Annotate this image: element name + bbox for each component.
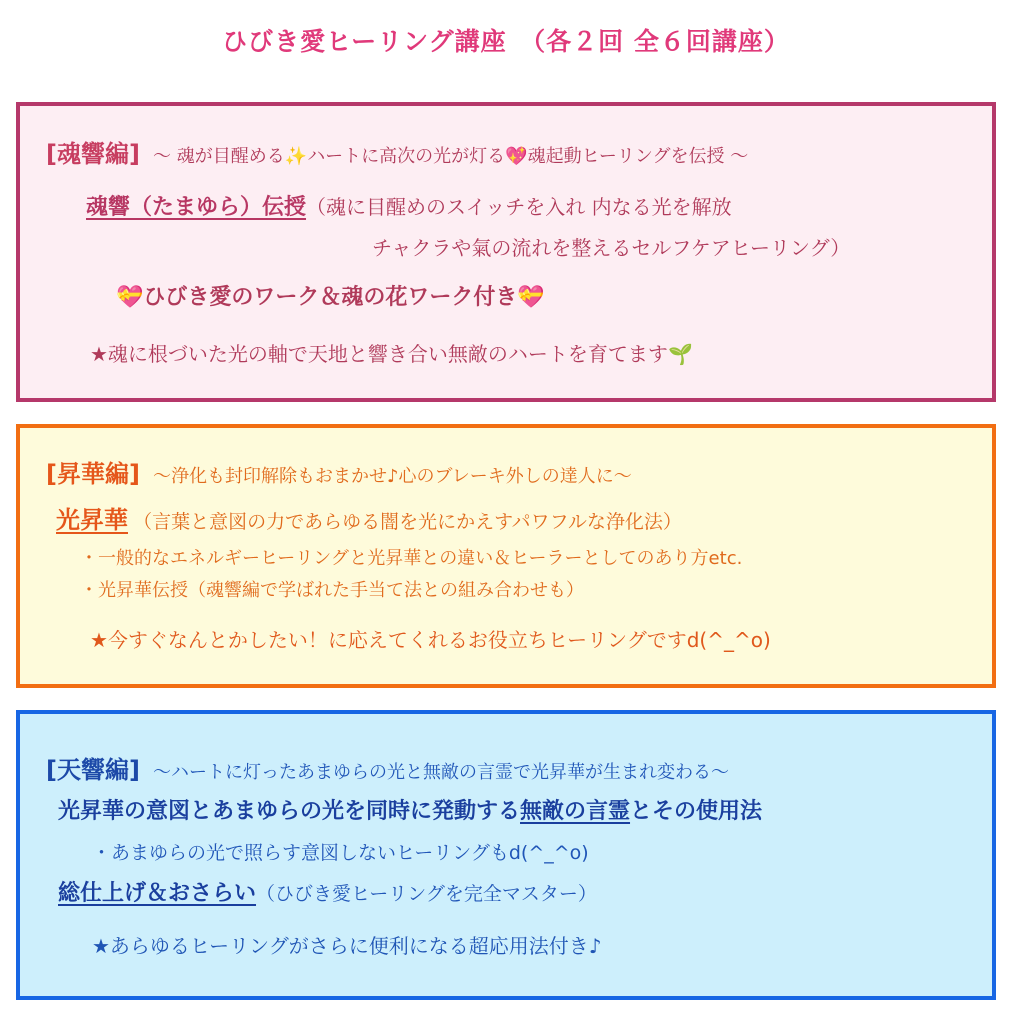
- gift-heart-icon: 💝: [517, 285, 545, 310]
- star-text: ★今すぐなんとかしたい！に応えてくれるお役立ちヒーリングですd(^_^o): [90, 628, 771, 652]
- course-main-c: とその使用法: [630, 799, 763, 824]
- heart-icon: 💖: [505, 146, 528, 167]
- section-heading: [昇華編]: [46, 460, 140, 488]
- course-name: 魂響（たまゆら）伝授: [86, 195, 307, 220]
- list-item: ・あまゆらの光で照らす意図しないヒーリングもd(^_^o): [92, 842, 589, 864]
- section-shoka: [16, 424, 996, 688]
- section-tamayura-header: [46, 134, 748, 169]
- course-main-a: 光昇華の意図とあまゆらの光を同時に発動する: [58, 799, 521, 824]
- course-name: 光昇華: [56, 506, 128, 534]
- section-tagline-b: ハートに高次の光が灯る: [307, 146, 506, 167]
- section-tamayura: [16, 102, 996, 402]
- page-title: ひびき愛ヒーリング講座 （各２回 全６回講座）: [222, 27, 790, 56]
- list-item: ・光昇華伝授（魂響編で学ばれた手当て法との組み合わせも）: [80, 580, 584, 601]
- main-line: [56, 500, 682, 535]
- section-tenkyo: [16, 710, 996, 1000]
- review-line: [58, 876, 597, 907]
- course-desc: （言葉と意図の力であらゆる闇を光にかえすパワフルな浄化法）: [133, 511, 682, 533]
- list-item: ・一般的なエネルギーヒーリングと光昇華との違い＆ヒーラーとしてのあり方etc.: [80, 548, 743, 569]
- main-line: [58, 794, 762, 825]
- section-tagline: 〜浄化も封印解除もおまかせ♪心のブレーキ外しの達人に〜: [153, 466, 632, 487]
- star-text: ★魂に根づいた光の軸で天地と響き合い無敵のハートを育てます: [90, 342, 668, 366]
- review-desc: （ひびき愛ヒーリングを完全マスター）: [256, 883, 597, 905]
- review-label: 総仕上げ＆おさらい: [58, 881, 257, 906]
- star-line: [90, 338, 693, 367]
- section-tagline-c: 魂起動ヒーリングを伝授 〜: [527, 146, 749, 167]
- star-text: ★あらゆるヒーリングがさらに便利になる超応用法付き♪: [92, 934, 602, 958]
- main-line: [86, 190, 732, 221]
- section-tagline-a: 〜 魂が目醒める: [153, 146, 285, 167]
- gift-heart-icon: 💝: [116, 285, 144, 310]
- section-shoka-header: [46, 454, 632, 489]
- course-main-b: 無敵の言霊: [520, 799, 631, 824]
- course-desc-2: チャクラや氣の流れを整えるセルフケアヒーリング）: [372, 236, 851, 260]
- course-desc-1: （魂に目醒めのスイッチを入れ 内なる光を解放: [306, 195, 732, 219]
- seedling-icon: 🌱: [667, 342, 693, 366]
- section-tagline: 〜ハートに灯ったあまゆらの光と無敵の言霊で光昇華が生まれ変わる〜: [153, 762, 730, 783]
- sparkles-icon: ✨: [284, 146, 308, 167]
- work-label: ひびき愛のワーク＆魂の花ワーク付き: [143, 285, 518, 310]
- section-heading: [天響編]: [46, 756, 140, 784]
- section-tenkyo-header: [46, 750, 729, 785]
- section-heading: [魂響編]: [46, 140, 140, 168]
- work-line: [116, 280, 545, 311]
